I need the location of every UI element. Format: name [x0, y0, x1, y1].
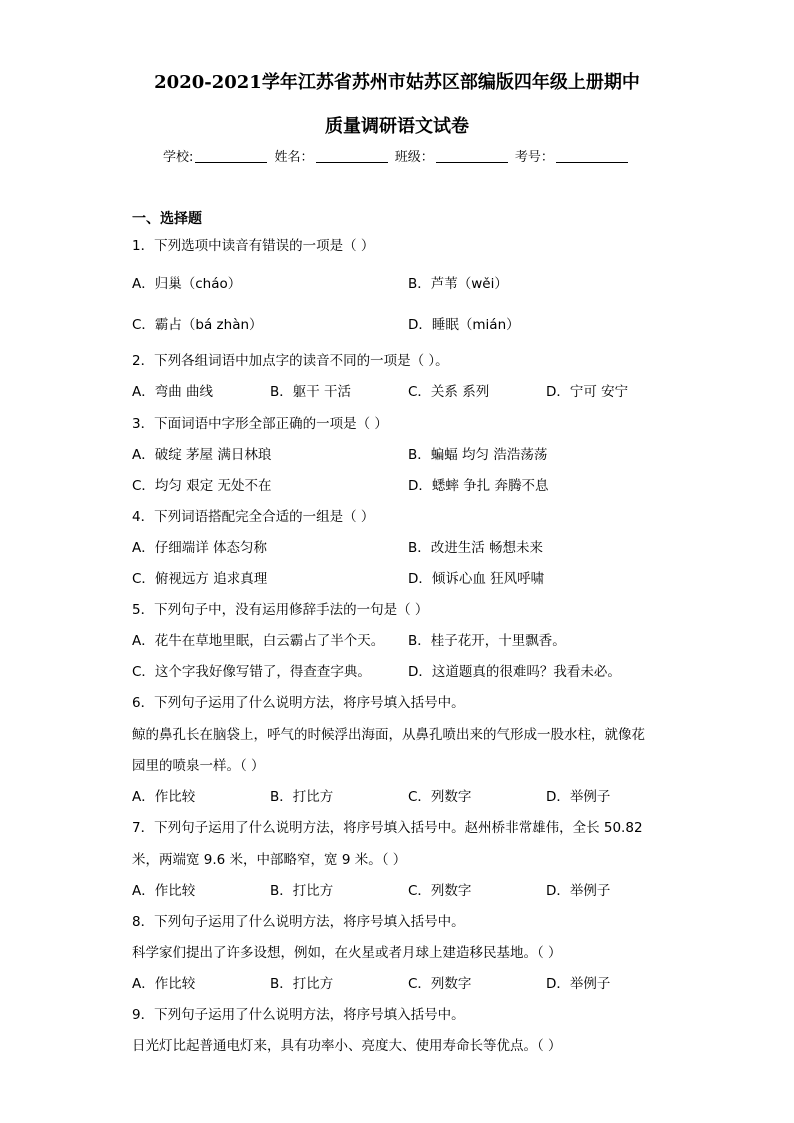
question-4-stem: 4．下列词语搭配完全合适的一组是（ ） [132, 509, 375, 525]
question-3-option-d: D．蟋蟀 争扎 奔腾不息 [408, 478, 549, 494]
question-1-option-b: B．芦苇（wěi） [408, 276, 508, 292]
question-4-option-c: C．俯视远方 追求真理 [132, 571, 268, 587]
name-label: 姓名： [274, 150, 314, 165]
question-1-option-d: D．睡眠（mián） [408, 317, 520, 333]
question-9-text: 日光灯比起普通电灯来，具有功率小、亮度大、使用寿命长等优点。（ ） [132, 1038, 562, 1054]
question-3-option-b: B．蝙蝠 均匀 浩浩荡荡 [408, 447, 548, 463]
question-8-option-b: B．打比方 [270, 976, 334, 992]
question-8-option-d: D．举例子 [546, 976, 611, 992]
question-1-option-c: C．霸占（bá zhàn） [132, 317, 263, 333]
student-info-row [163, 146, 631, 165]
question-3-stem: 3．下面词语中字形全部正确的一项是（ ） [132, 416, 388, 432]
exam-number-blank[interactable] [556, 150, 628, 163]
question-3-option-c: C．均匀 艰定 无处不在 [132, 478, 272, 494]
question-3-option-a: A．破绽 茅屋 满日林琅 [132, 447, 272, 463]
question-2-option-a: A．弯曲 曲线 [132, 384, 214, 400]
question-2-stem: 2．下列各组词语中加点字的读音不同的一项是（ ）。 [132, 353, 449, 369]
question-6-option-d: D．举例子 [546, 789, 611, 805]
name-blank[interactable] [316, 150, 388, 163]
question-8-stem: 8．下列句子运用了什么说明方法，将序号填入括号中。 [132, 914, 465, 930]
question-6-option-a: A．作比较 [132, 789, 196, 805]
question-1-option-a: A．归巢（cháo） [132, 276, 242, 292]
question-9-stem: 9．下列句子运用了什么说明方法，将序号填入括号中。 [132, 1007, 465, 1023]
question-6-option-c: C．列数字 [408, 789, 472, 805]
question-2-option-b: B．躯干 干活 [270, 384, 352, 400]
question-7-option-b: B．打比方 [270, 883, 334, 899]
question-5-option-c: C．这个字我好像写错了，得查查字典。 [132, 664, 371, 680]
question-6-text-line-1: 鲸的鼻孔长在脑袋上，呼气的时候浮出海面，从鼻孔喷出来的气形成一股水柱，就像花 [132, 727, 645, 743]
school-label: 学校: [163, 150, 194, 165]
question-5-stem: 5．下列句子中，没有运用修辞手法的一句是（ ） [132, 602, 429, 618]
question-4-option-a: A．仔细端详 体态匀称 [132, 540, 268, 556]
question-2-option-d: D．宁可 安宁 [546, 384, 629, 400]
question-8-option-c: C．列数字 [408, 976, 472, 992]
class-blank[interactable] [436, 150, 508, 163]
question-8-text: 科学家们提出了许多设想，例如，在火星或者月球上建造移民基地。（ ） [132, 945, 562, 961]
question-7-stem-line-1: 7．下列句子运用了什么说明方法，将序号填入括号中。赵州桥非常雄伟，全长 50.82 [132, 820, 643, 836]
exam-number-label: 考号： [514, 150, 554, 165]
question-5-option-a: A．花牛在草地里眠，白云霸占了半个天。 [132, 633, 385, 649]
exam-title-line-2: 质量调研语文试卷 [325, 116, 469, 137]
question-4-option-b: B．改进生活 畅想未来 [408, 540, 544, 556]
question-7-option-a: A．作比较 [132, 883, 196, 899]
question-8-option-a: A．作比较 [132, 976, 196, 992]
question-7-stem-line-2: 米，两端宽 9.6 米，中部略窄，宽 9 米。（ ） [132, 852, 407, 868]
question-7-option-d: D．举例子 [546, 883, 611, 899]
question-2-option-c: C．关系 系列 [408, 384, 490, 400]
question-1-stem: 1．下列选项中读音有错误的一项是（ ） [132, 238, 375, 254]
school-blank[interactable] [195, 150, 267, 163]
question-5-option-d: D．这道题真的很难吗？我看未必。 [408, 664, 621, 680]
question-7-option-c: C．列数字 [408, 883, 472, 899]
question-4-option-d: D．倾诉心血 狂风呼啸 [408, 571, 545, 587]
exam-title-line-1: 2020-2021学年江苏省苏州市姑苏区部编版四年级上册期中 [154, 72, 640, 93]
question-6-option-b: B．打比方 [270, 789, 334, 805]
question-6-text-line-2: 园里的喷泉一样。（ ） [132, 758, 265, 774]
question-6-stem: 6．下列句子运用了什么说明方法，将序号填入括号中。 [132, 695, 465, 711]
question-5-option-b: B．桂子花开，十里飘香。 [408, 633, 566, 649]
class-label: 班级： [394, 150, 434, 165]
section-heading: 一、选择题 [132, 211, 202, 227]
